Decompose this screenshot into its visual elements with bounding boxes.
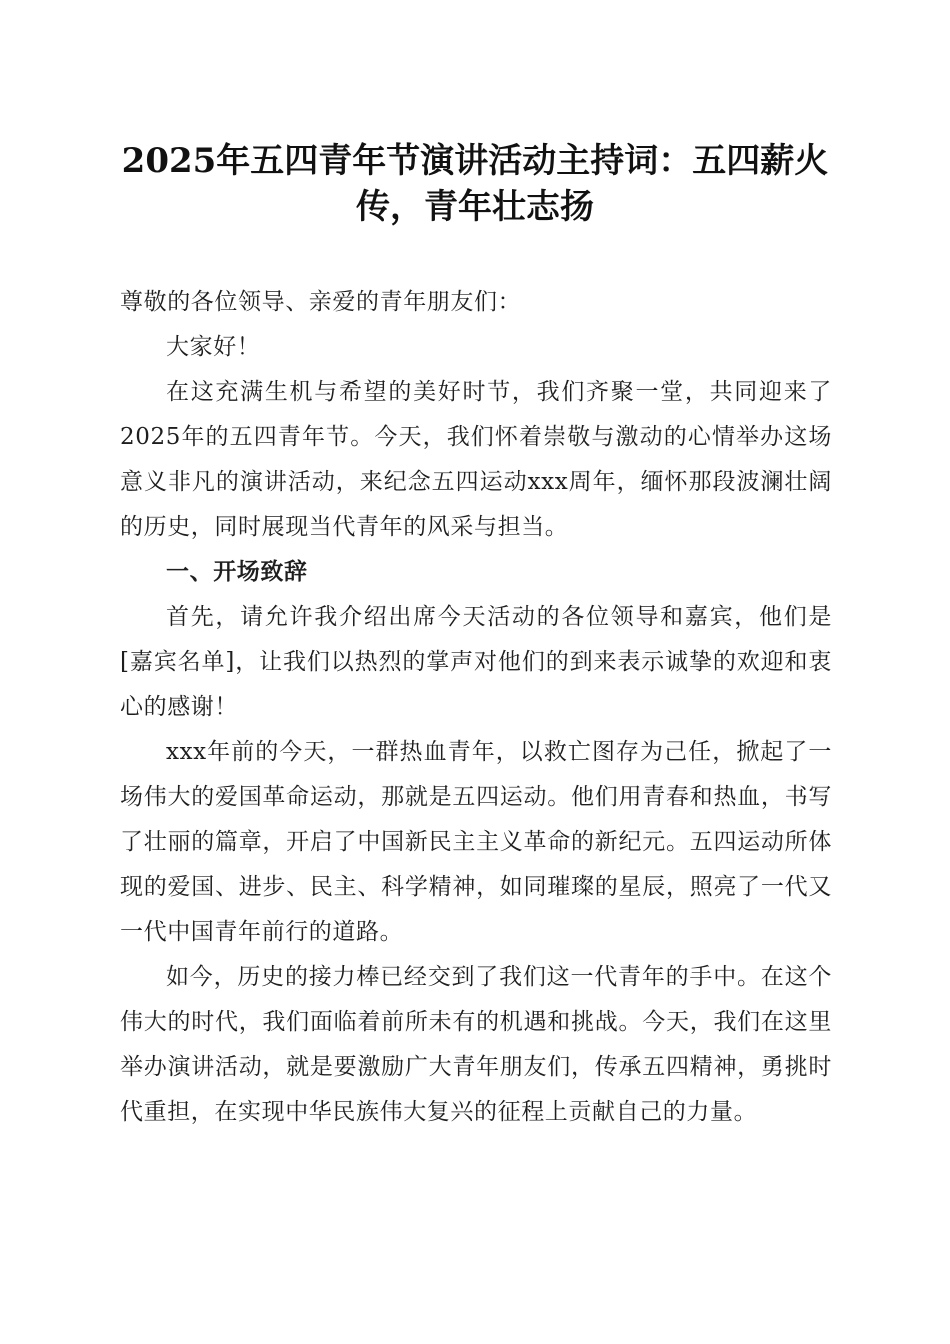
greeting: 大家好！ (166, 334, 261, 360)
paragraph-intro: 在这充满生机与希望的美好时节，我们齐聚一堂，共同迎来了2025年的五四青年节。今天，我们怀着崇敬与激动的心情举办这场意义非凡的演讲活动，来纪念五四运动xxx周年，缅怀那段波澜壮阔的历史，同时展现当代青年的风采与担当。 (120, 379, 832, 540)
paragraph-history: xxx年前的今天，一群热血青年，以救亡图存为己任，掀起了一场伟大的爱国革命运动，那就是五四运动。他们用青春和热血，书写了壮丽的篇章，开启了中国新民主主义革命的新纪元。五四运动所体现的爱国、进步、民主、科学精神，如同璀璨的星辰，照亮了一代又一代中国青年前行的道路。 (120, 739, 832, 945)
paragraph-today: 如今，历史的接力棒已经交到了我们这一代青年的手中。在这个伟大的时代，我们面临着前所未有的机遇和挑战。今天，我们在这里举办演讲活动，就是要激励广大青年朋友们，传承五四精神，勇挑时代重担，在实现中华民族伟大复兴的征程上贡献自己的力量。 (120, 964, 832, 1125)
document-title: 2025年五四青年节演讲活动主持词：五四薪火传，青年壮志扬 (121, 141, 829, 227)
document-body (120, 280, 832, 1135)
paragraph-guests: 首先，请允许我介绍出席今天活动的各位领导和嘉宾，他们是[嘉宾名单]，让我们以热烈的掌声对他们的到来表示诚挚的欢迎和衷心的感谢！ (120, 604, 832, 720)
section-heading: 一、开场致辞 (166, 559, 308, 585)
salutation: 尊敬的各位领导、亲爱的青年朋友们： (120, 289, 522, 315)
